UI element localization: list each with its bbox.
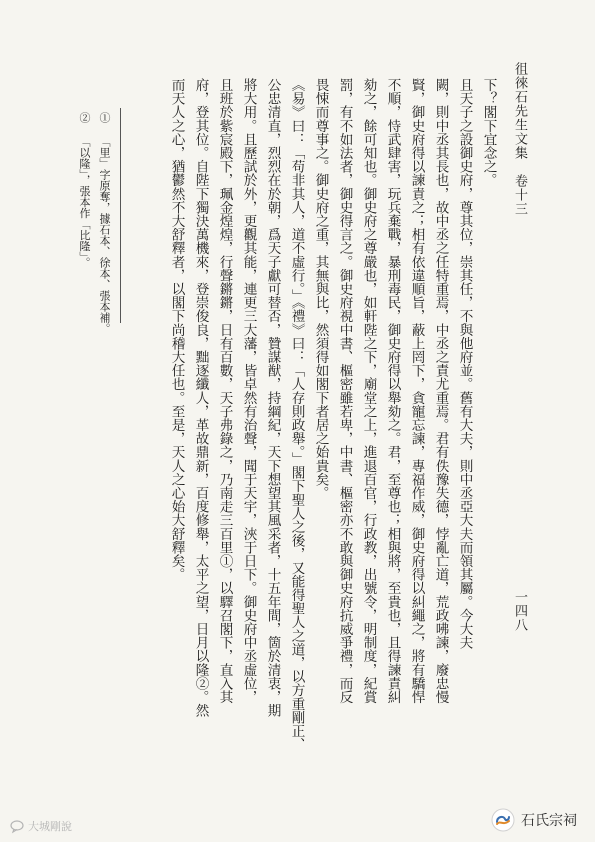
volume-label: 卷十三	[512, 174, 527, 216]
text-column-12: 且班於紫宸殿下，珮金煌煌，行聲鏘鏘，日有百數，天子弗錄之，乃南走三百里①，以驛召閣下，直入其	[216, 78, 233, 704]
footnote-divider	[120, 108, 121, 323]
text-column-1: 下？閣下宜念之。	[480, 78, 497, 187]
text-column-6: 劾之，餘可知也。御史府之尊嚴也，如軒陛之下，廟堂之上，進退百官，行政教，出號令，明制度，紀賞	[360, 78, 377, 704]
footnote-2: ② 「以隆」，張本作「比隆」。	[78, 112, 91, 268]
watermark-left	[10, 818, 72, 834]
text-column-13: 府，登其位。自陛下獨決萬機來，登崇俊良，黜逐纖人，革故鼎新，百度修舉，太平之望，日月以隆②。然	[192, 78, 209, 718]
chat-bubble-icon	[10, 819, 24, 833]
watermark-right-text: 石氏宗祠	[521, 813, 577, 829]
text-column-8: 畏悚而尊事之。御史府之重，其無與比，然須得如閣下者居之始貴矣。	[312, 78, 329, 500]
text-column-9: 《易》曰：「苟非其人，道不虛行。」《禮》曰：「人存則政舉。」閣下聖人之後，又能得聖人之道，以方重剛正、	[288, 78, 305, 752]
wechat-channel-icon	[491, 808, 515, 832]
text-column-14: 而天人之心，猶鬱然不大舒釋者，以閣下尚稽大任也。至是，天人之心始大舒釋矣。	[168, 78, 185, 582]
watermark-right	[491, 808, 577, 832]
text-column-4: 賢，御史府得以諫責之；相有依違順旨，蔽上罔下，貪寵忘諫，專福作威，御史府得以糾繩之，將有驕悍	[408, 78, 425, 704]
text-column-11: 將大用。且歷試於外，更觀其能，連更三大藩，皆卓然有治聲，聞于天宇，浹于日下。御史府中丞虛位，	[240, 78, 257, 704]
running-header	[510, 62, 529, 302]
text-column-3: 闕，則中丞其長也，故中丞之任特重焉，中丞之責尤重焉。君有佚豫失德，悖亂亡道，荒政咈諫，廢忠慢	[432, 78, 449, 704]
book-title: 徂徠石先生文集	[512, 62, 527, 160]
footnote-1: ① 「里」字原奪，據石本、徐本、張本補。	[98, 112, 111, 334]
text-column-5: 不順，恃武肆害，玩兵棄戰，暴刑毒民，御史府得以舉劾之。君，至尊也；相與將，至貴也，且得諫責糾	[384, 78, 401, 704]
watermark-left-text: 大城剛說	[28, 820, 72, 833]
text-column-10: 公忠清直，烈烈在於朝，爲天子獻可替否，贊謀猷，持綱紀，天下想望其風采者，十五年間，箇於清衷，期	[264, 78, 281, 718]
text-column-7: 罰，有不如法者，御史得言之。御史府視中書、樞密雖若卑，中書、樞密亦不敢與御史府抗威爭禮，而反	[336, 78, 353, 704]
text-column-2: 且天子之設御史府，尊其位，崇其任，不與他府並。舊有大夫，則中丞亞大夫而領其屬。今大夫	[456, 78, 473, 650]
page-number: 一四八	[512, 590, 527, 632]
